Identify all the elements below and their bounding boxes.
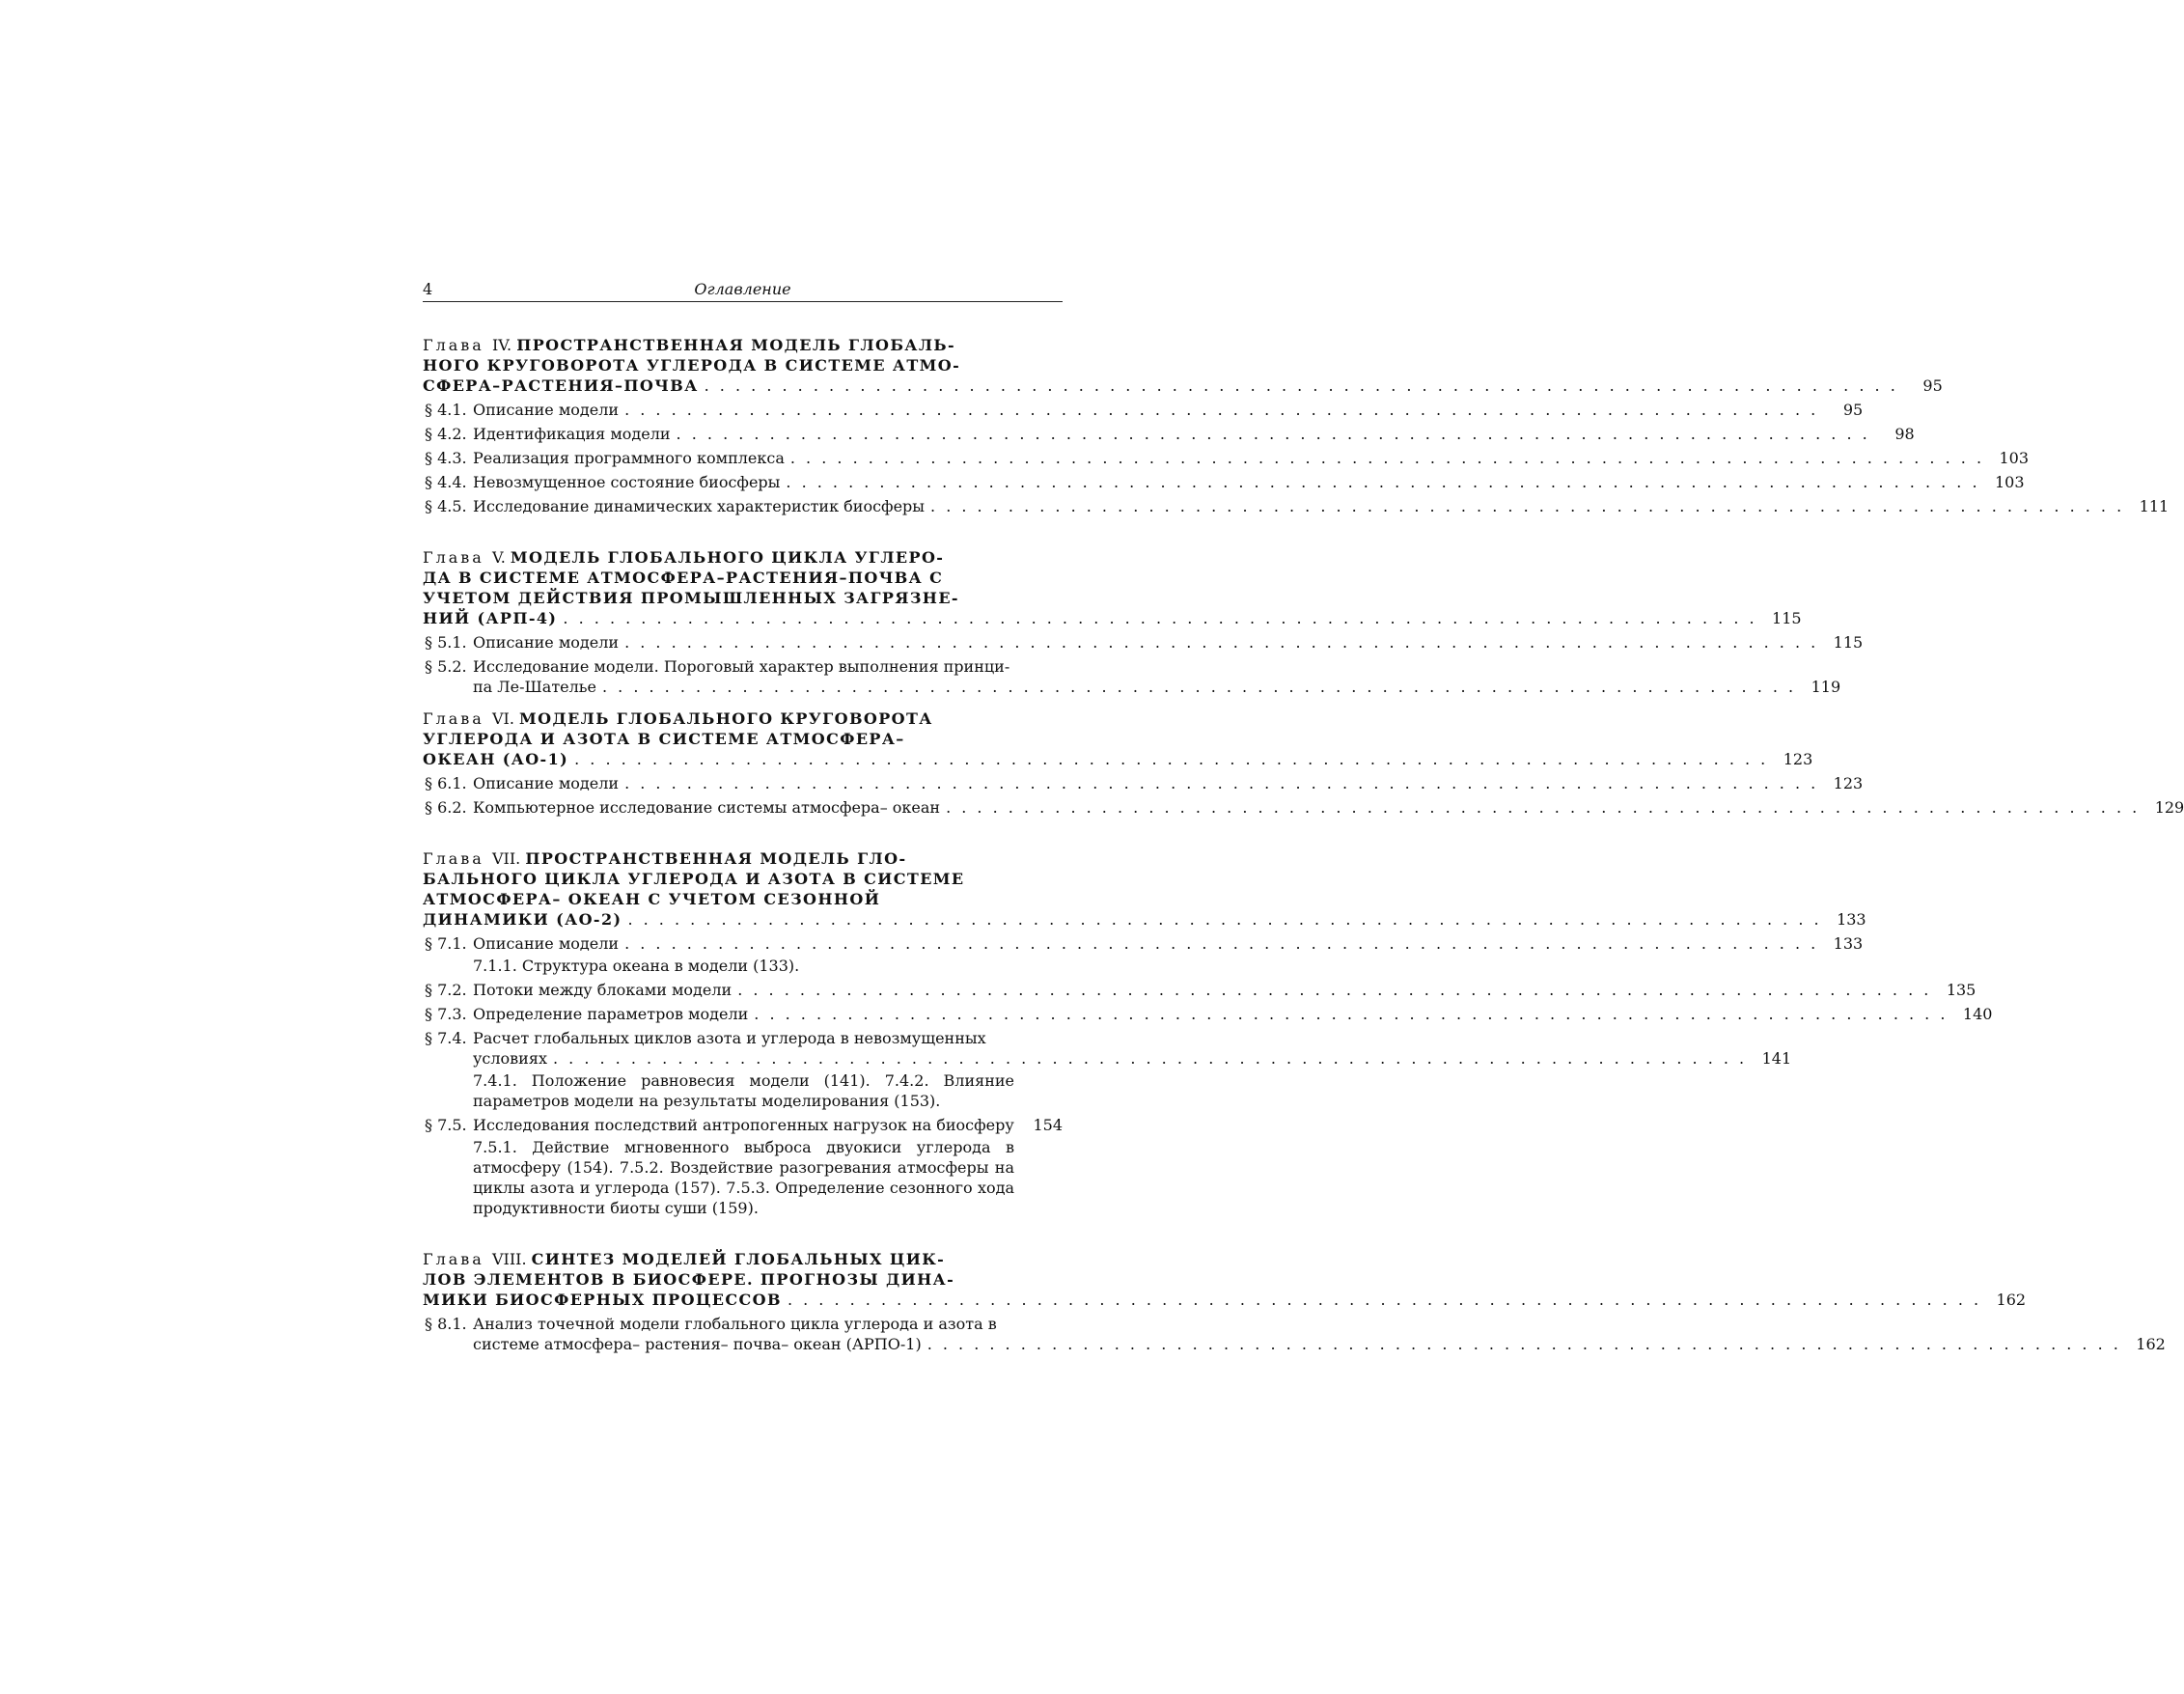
toc-section[interactable]: § 7.4. Расчет глобальных циклов азота и углерода в невозмущенных условиях . . . 141 (423, 1028, 1063, 1069)
chapter-title: Глава V. МОДЕЛЬ ГЛОБАЛЬНОГО ЦИКЛА УГЛЕРО- ДА В СИСТЕМЕ АТМОСФЕРА–РАСТЕНИЯ–ПОЧВА С УЧЕТОМ ДЕЙСТВИЯ ПРОМЫШЛЕННЫХ ЗАГРЯЗНЕ- (423, 548, 959, 607)
page-number: 4 (423, 280, 433, 298)
chapter-6[interactable]: Глава VI. МОДЕЛЬ ГЛОБАЛЬНОГО КРУГОВОРОТА УГЛЕРОДА И АЗОТА В СИСТЕМЕ АТМОСФЕРА– ОКЕАН (АО-1) . . . 123 (423, 708, 1063, 769)
page-ref: 95 (1922, 376, 1943, 395)
toc-section[interactable]: § 5.1. Описание модели . . . 115 (423, 632, 1063, 653)
leader-dots (705, 375, 1898, 396)
chapter-prefix: Глава VI. (423, 709, 514, 728)
table-of-contents (423, 335, 2184, 1354)
toc-section[interactable]: § 8.1. Анализ точечной модели глобального цикла углерода и азота в системе атмосфера– растения– почва– океан (АРПО-1) . . . 162 (423, 1314, 1063, 1354)
toc-section[interactable]: § 5.2. Исследование модели. Пороговый характер выполнения принци- па Ле-Шателье . . . 119 (423, 656, 1063, 697)
running-header (423, 280, 1063, 302)
page-ref: 115 (1772, 609, 1802, 627)
toc-section[interactable]: § 6.2. Компьютерное исследование системы атмосфера– океан . . . 129 (423, 797, 1063, 818)
chapter-prefix: Глава IV. (423, 336, 512, 354)
leader-dots (563, 608, 1756, 628)
subsection-list: 7.4.1. Положение равновесия модели (141). 7.4.2. Влияние параметров модели на результаты моделирования (153). (473, 1071, 1014, 1110)
subsection-list: 7.5.1. Действие мгновенного выброса двуокиси углерода в атмосферу (154). 7.5.2. Воздействие разогревания атмосферы на циклы азота и углерода (157). 7.5.3. Определение сезонного хода продуктивности биоты суши (159). (473, 1138, 1014, 1217)
chapter-8[interactable]: Глава VIII. СИНТЕЗ МОДЕЛЕЙ ГЛОБАЛЬНЫХ ЦИК- ЛОВ ЭЛЕМЕНТОВ В БИОСФЕРЕ. ПРОГНОЗЫ ДИНА- МИКИ БИОСФЕРНЫХ ПРОЦЕССОВ . . . 162 (423, 1249, 1063, 1310)
page-ref: 162 (1996, 1291, 2027, 1309)
chapter-5[interactable]: Глава V. МОДЕЛЬ ГЛОБАЛЬНОГО ЦИКЛА УГЛЕРО- ДА В СИСТЕМЕ АТМОСФЕРА–РАСТЕНИЯ–ПОЧВА С УЧЕТОМ ДЕЙСТВИЯ ПРОМЫШЛЕННЫХ ЗАГРЯЗНЕ- НИЙ (АРП-4) . . . 115 (423, 547, 1063, 628)
toc-section[interactable]: § 4.3. Реализация программного комплекса . . . 103 (423, 448, 1063, 468)
chapter-title: Глава VII. ПРОСТРАНСТВЕННАЯ МОДЕЛЬ ГЛО- БАЛЬНОГО ЦИКЛА УГЛЕРОДА И АЗОТА В СИСТЕМЕ АТМОСФЕРА– ОКЕАН С УЧЕТОМ СЕЗОННОЙ (423, 849, 965, 908)
toc-section[interactable]: § 4.1. Описание модели . . . 95 (423, 400, 1063, 420)
chapter-prefix: Глава VIII. (423, 1250, 527, 1268)
leader-dots (788, 1290, 1981, 1310)
chapter-title: Глава IV. ПРОСТРАНСТВЕННАЯ МОДЕЛЬ ГЛОБАЛЬ- НОГО КРУГОВОРОТА УГЛЕРОДА В СИСТЕМЕ АТМО- (423, 336, 961, 375)
chapter-title: Глава VI. МОДЕЛЬ ГЛОБАЛЬНОГО КРУГОВОРОТА УГЛЕРОДА И АЗОТА В СИСТЕМЕ АТМОСФЕРА– (423, 709, 933, 748)
toc-section[interactable]: § 4.2. Идентификация модели . . . 98 (423, 424, 1063, 444)
subsection-list: 7.1.1. Структура океана в модели (133). (473, 957, 800, 975)
toc-section[interactable]: § 7.5. Исследования последствий антропогенных нагрузок на биосферу 154 (425, 1116, 1063, 1134)
leader-dots (627, 909, 1821, 930)
running-title: Оглавление (694, 280, 791, 298)
chapter-4[interactable]: Глава IV. ПРОСТРАНСТВЕННАЯ МОДЕЛЬ ГЛОБАЛЬ- НОГО КРУГОВОРОТА УГЛЕРОДА В СИСТЕМЕ АТМО- СФЕРА–РАСТЕНИЯ–ПОЧВА . . . 95 (423, 335, 1063, 396)
toc-section[interactable]: § 4.4. Невозмущенное состояние биосферы . . . 103 (423, 472, 1063, 492)
chapter-prefix: Глава VII. (423, 849, 521, 868)
page-ref: 123 (1783, 750, 1813, 768)
chapter-prefix: Глава V. (423, 548, 506, 567)
toc-section[interactable]: § 7.2. Потоки между блоками модели . . . 135 (423, 980, 1063, 1000)
toc-section[interactable]: § 7.3. Определение параметров модели . . . 140 (423, 1004, 1063, 1024)
page-ref: 133 (1837, 910, 1866, 929)
toc-section[interactable]: § 4.5. Исследование динамических характеристик биосферы . . . 111 (423, 496, 1063, 516)
toc-section[interactable]: § 6.1. Описание модели . . . 123 (423, 773, 1063, 793)
chapter-title: Глава VIII. СИНТЕЗ МОДЕЛЕЙ ГЛОБАЛЬНЫХ ЦИК- ЛОВ ЭЛЕМЕНТОВ В БИОСФЕРЕ. ПРОГНОЗЫ ДИНА- (423, 1250, 955, 1289)
leader-dots (574, 749, 1768, 769)
toc-section[interactable]: § 7.1. Описание модели . . . 133 (423, 933, 1063, 954)
chapter-7[interactable]: Глава VII. ПРОСТРАНСТВЕННАЯ МОДЕЛЬ ГЛО- БАЛЬНОГО ЦИКЛА УГЛЕРОДА И АЗОТА В СИСТЕМЕ АТМОСФЕРА– ОКЕАН С УЧЕТОМ СЕЗОННОЙ ДИНАМИКИ (АО-2) . . . 133 (423, 848, 1063, 930)
